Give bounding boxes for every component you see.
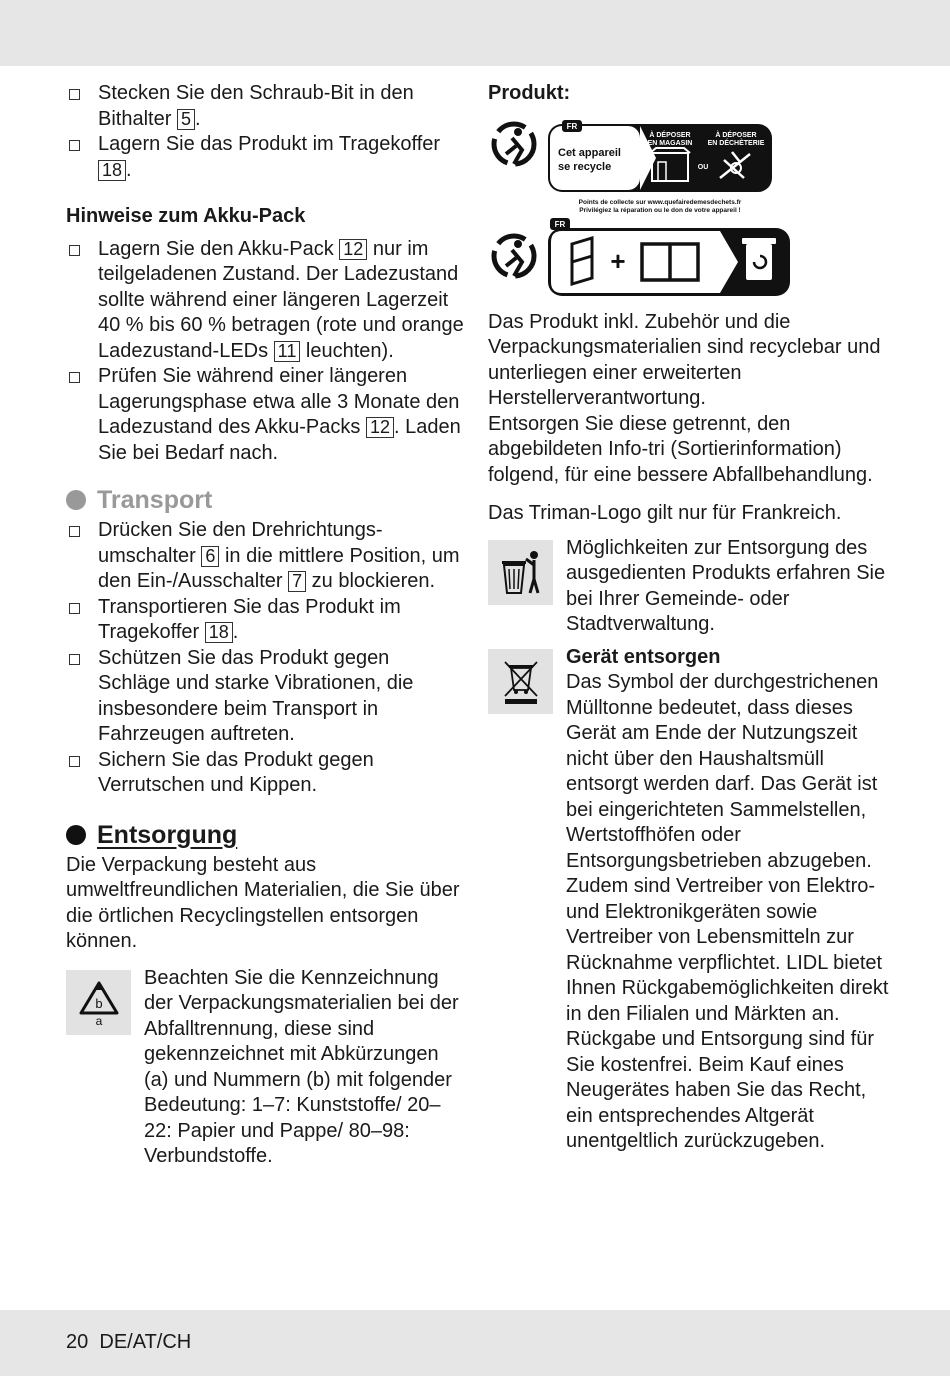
svg-text:+: + (610, 245, 626, 276)
page-number: 20 (66, 1331, 89, 1353)
geraet-text-block (566, 645, 898, 1155)
transport-list (66, 518, 466, 799)
bullet-dot-icon (66, 490, 86, 510)
right-column (488, 81, 898, 1155)
akku-heading: Hinweise zum Akku-Pack (66, 205, 306, 227)
list-item: Sichern Sie das Produkt gegen Verrutschen und Kippen. (66, 748, 466, 799)
geraet-text: Das Symbol der durchgestrichenen Mülltonne bedeutet, dass dieses Gerät am Ende der Nutzungszeit nicht über den Haushaltsmüll entsorgt werden darf. Das Gerät ist bei eingerichteten Sammelstellen, Wertstoffhöfen oder Entsorgungsbetrieben abzugeben. Zudem sind Vertreiber von Elektro- und Elektronikgeräten sowie Vertreiber von Lebensmitteln zur Rücknahme verpflichtet. LIDL bietet Ihnen Rückgabemöglichkeiten direkt in den Filialen und Märkten an. Rückgabe und Entsorgung sind für Sie kostenfrei. Beim Kauf eines Neugerätes haben Sie das Recht, ein entsprechendes Altgerät unentgeltlich zurückzugeben. (566, 671, 889, 1152)
list-item: Stecken Sie den Schraub-Bit in den Bithalter 5 . (66, 81, 466, 132)
svg-text:Privilégiez la réparation ou l: Privilégiez la réparation ou le don de votre appareil ! (579, 206, 741, 214)
recycling-block (66, 966, 466, 1170)
entsorgung-heading: Entsorgung (66, 819, 466, 851)
part-number: 18 (205, 622, 233, 643)
part-number: 12 (339, 239, 367, 260)
left-column (66, 81, 466, 1170)
part-number: 6 (201, 546, 219, 567)
triman-icon (494, 124, 534, 164)
list-item: Lagern Sie den Akku-Pack 12 nur im teilgeladenen Zustand. Der Ladezustand sollte während einer längeren Lagerzeit 40 % bis 60 % betragen (rote und orange Ladezustand-LEDs 11 leuchten). (66, 237, 466, 365)
svg-text:À DÉPOSER: À DÉPOSER (649, 131, 691, 139)
part-number: 11 (274, 341, 301, 362)
part-number: 18 (98, 160, 126, 181)
disposal-text: Möglichkeiten zur Entsorgung des ausgedienten Produkts erfahren Sie bei Ihrer Gemeinde- oder Stadtverwaltung. (566, 536, 886, 635)
top-band (0, 0, 950, 66)
recycle-code-a: a (95, 1014, 102, 1027)
triman-info-tri-logo (488, 120, 793, 302)
svg-text:Points de collecte sur www.que: Points de collecte sur www.quefairedemesdechets.fr (578, 198, 742, 206)
geraet-block (488, 645, 898, 1155)
transport-heading: Transport (66, 484, 466, 516)
svg-text:À DÉPOSER: À DÉPOSER (715, 131, 757, 139)
part-number: 12 (366, 417, 394, 438)
svg-text:FR: FR (554, 219, 566, 229)
list-item: Lagern Sie das Produkt im Tragekoffer 18 . (66, 132, 466, 183)
recycling-bin-icon (742, 238, 776, 280)
recycle-code-b: b (94, 996, 103, 1011)
svg-text:Cet appareil: Cet appareil (558, 146, 621, 159)
crossed-out-bin-icon (488, 649, 553, 714)
list-item: Drücken Sie den Drehrichtungs-umschalter 6 in die mittlere Position, um den Ein-/Ausschalter 7 zu blockieren. (66, 518, 466, 595)
triman-note: Das Triman-Logo gilt nur für Frankreich. (488, 502, 842, 524)
triman-icon (494, 236, 534, 276)
svg-text:EN DÉCHÈTERIE: EN DÉCHÈTERIE (707, 139, 765, 147)
part-number: 5 (177, 109, 195, 130)
akku-list (66, 237, 466, 467)
page-footer (66, 1331, 191, 1354)
entsorgung-text: Die Verpackung besteht aus umweltfreundlichen Materialien, die Sie über die örtlichen Recyclingstellen entsorgen können. (66, 853, 460, 952)
list-item: Schützen Sie das Produkt gegen Schläge und starke Vibrationen, die insbesondere beim Transport in Fahrzeugen auftreten. (66, 646, 466, 748)
product-text-2: Entsorgen Sie diese getrennt, den abgebildeten Info-tri (Sortierinformation) folgend, für eine bessere Abfallbehandlung. (488, 412, 873, 486)
produkt-heading: Produkt: (488, 82, 571, 104)
list-item: Prüfen Sie während einer längeren Lagerungsphase etwa alle 3 Monate den Ladezustand des Akku-Packs 12 . Laden Sie bei Bedarf nach. (66, 364, 466, 466)
recycling-text: Beachten Sie die Kennzeichnung der Verpackungsmaterialien bei der Abfalltrennung, diese sind gekennzeichnet mit Abkürzungen (a) und Nummern (b) mit folgender Bedeutung: 1–7: Kunststoffe/ 20–22: Papier und Pappe/ 80–98: Verbundstoffe. (144, 966, 459, 1167)
list-item: Transportieren Sie das Produkt im Tragekoffer 18 . (66, 595, 466, 646)
disposal-block (488, 536, 898, 638)
geraet-heading: Gerät entsorgen (566, 645, 721, 668)
trash-disposal-icon (488, 540, 553, 605)
bullet-dot-icon (66, 825, 86, 845)
svg-text:OU: OU (697, 163, 709, 171)
svg-text:EN MAGASIN: EN MAGASIN (647, 139, 693, 147)
svg-text:FR: FR (566, 121, 578, 131)
recycling-symbol-icon (66, 970, 131, 1035)
part-number: 7 (288, 571, 306, 592)
svg-text:se recycle: se recycle (558, 160, 612, 173)
region-label: DE/AT/CH (99, 1331, 192, 1353)
storage-list (66, 81, 466, 183)
product-text-1: Das Produkt inkl. Zubehör und die Verpackungsmaterialien sind recyclebar und unterliegen einer erweiterten Herstellerverantwortung. (488, 310, 881, 409)
